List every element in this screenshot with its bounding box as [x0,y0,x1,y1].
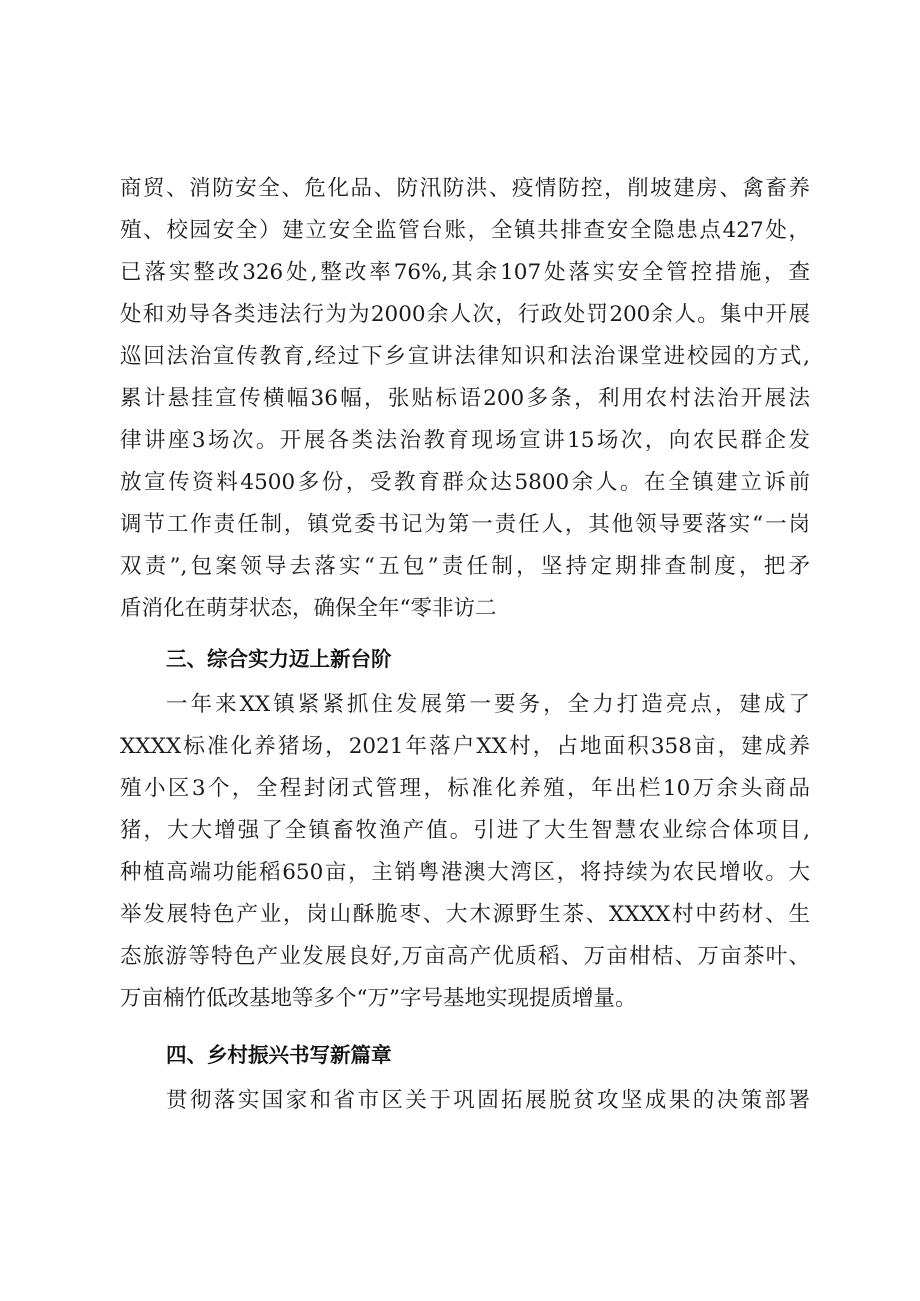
paragraph-line: 万亩楠竹低改基地等多个“万”字号基地实现提质增量。 [120,986,637,1011]
paragraph-line: 猪，大大增强了全镇畜牧渔产值。引进了大生智慧农业综合体项目, [120,818,810,843]
section-heading: 三、综合实力迈上新台阶 [166,647,392,671]
section-heading: 四、乡村振兴书写新篇章 [166,1043,392,1067]
paragraph-line: 巡回法治宣传教育,经过下乡宣讲法律知识和法治课堂进校园的方式, [120,344,810,369]
paragraph-line: 商贸、消防安全、危化品、防汛防洪、疫情防控，削坡建房、禽畜养 [120,176,810,201]
paragraph-line: 举发展特色产业，岗山酥脆枣、大木源野生茶、XXXX村中药材、生 [120,902,810,927]
paragraph-line: 已落实整改326处,整改率76%,其余107处落实安全管控措施，查 [120,260,810,285]
paragraph-line: 双责”,包案领导去落实“五包”责任制，坚持定期排查制度，把矛 [120,554,810,579]
paragraph-line: 种植高端功能稻650亩，主销粤港澳大湾区，将持续为农民增收。大 [120,860,810,885]
paragraph-line: 殖、校园安全）建立安全监管台账，全镇共排查安全隐患点427处， [120,218,810,243]
paragraph-line: 累计悬挂宣传横幅36幅，张贴标语200多条，利用农村法治开展法 [120,386,810,411]
paragraph-line: 殖小区3个，全程封闭式管理，标准化养殖，年出栏10万余头商品 [120,776,810,801]
paragraph-line: 态旅游等特色产业发展良好,万亩高产优质稻、万亩柑桔、万亩茶叶、 [120,944,810,969]
paragraph-line: 贯彻落实国家和省市区关于巩固拓展脱贫攻坚成果的决策部署 [166,1088,810,1113]
paragraph-line: 处和劝导各类违法行为为2000余人次，行政处罚200余人。集中开展 [120,302,810,327]
paragraph-line: 盾消化在萌芽状态，确保全年“零非访二 [120,596,497,621]
paragraph-line: 一年来XX镇紧紧抓住发展第一要务，全力打造亮点，建成了 [166,692,810,717]
paragraph-line: 调节工作责任制，镇党委书记为第一责任人，其他领导要落实“一岗 [120,512,810,537]
paragraph-line: 放宣传资料4500多份，受教育群众达5800余人。在全镇建立诉前 [120,470,810,495]
paragraph-line: XXXX标准化养猪场，2021年落户XX村，占地面积358亩，建成养 [120,734,810,759]
paragraph-line: 律讲座3场次。开展各类法治教育现场宣讲15场次，向农民群企发 [120,428,810,453]
